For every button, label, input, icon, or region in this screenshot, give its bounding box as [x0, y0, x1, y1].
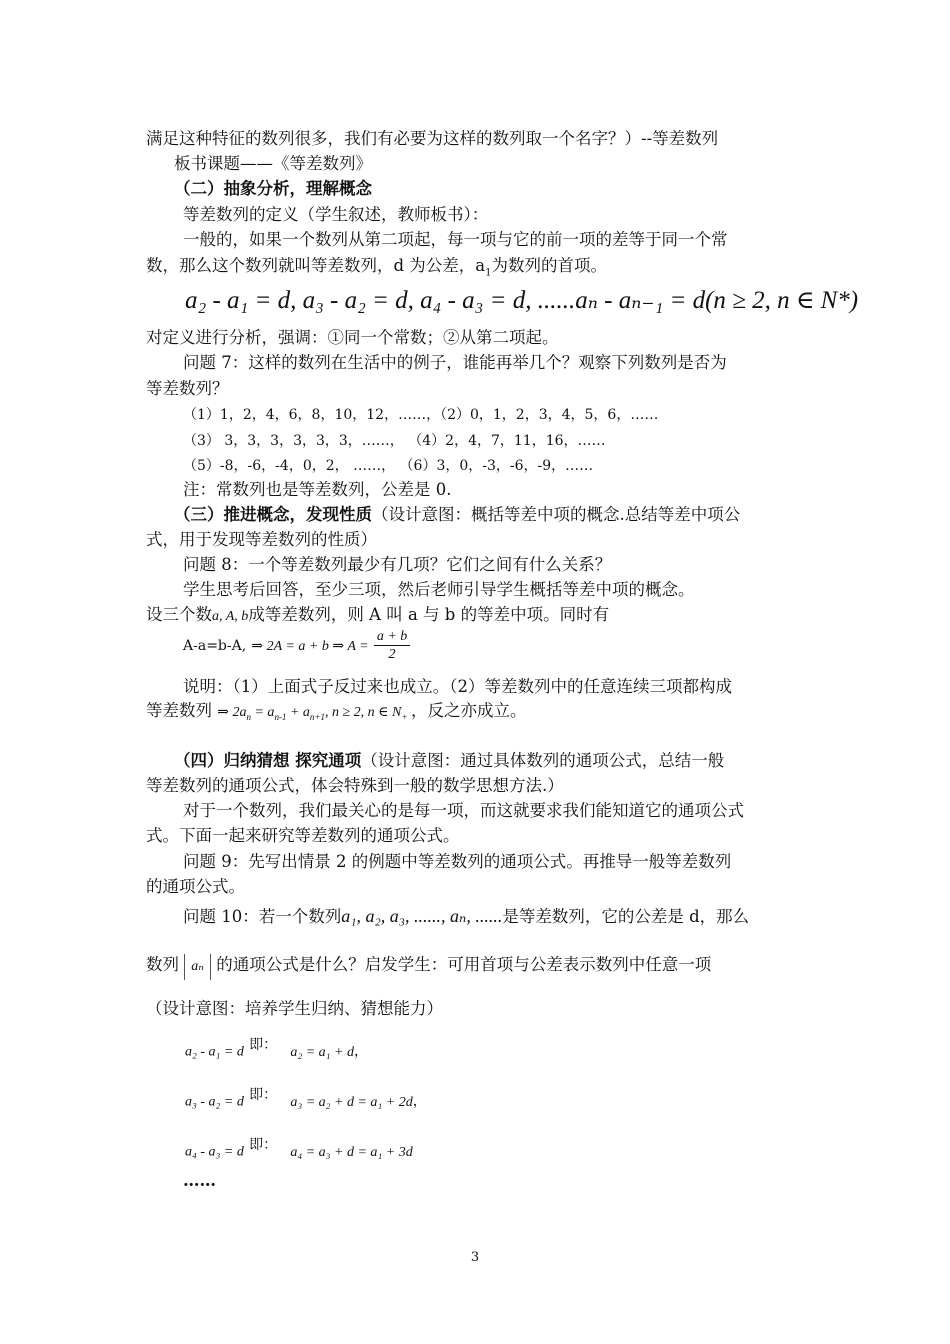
- text-line: 数列 aₙ 的通项公式是什么？启发学生：可用首项与公差表示数列中任意一项: [146, 950, 711, 980]
- text-line: 说明：（1）上面式子反过来也成立。（2）等差数列中的任意连续三项都构成: [183, 677, 732, 696]
- section-heading-4: （四）归纳猜想 探究通项（设计意图：通过具体数列的通项公式，总结一般: [174, 751, 725, 770]
- text-line: 等差数列？: [146, 379, 229, 398]
- section-heading-3: （三）推进概念，发现性质（设计意图：概括等差中项的概念.总结等差中项公: [174, 505, 741, 524]
- sequence-example-row: （1）1，2，4，6，8，10，12，……，（2）0，1，2，3，4，5，6，……: [183, 407, 659, 423]
- question-10: 问题 10：若一个数列a₁, a₂, a₃, ......, aₙ, ......是等差数列，它的公差是 d，那么: [183, 906, 750, 926]
- text-line: 满足这种特征的数列很多，我们有必要为这样的数列取一个名字？）--等差数列: [146, 129, 719, 148]
- text-line: 等差数列的定义（学生叙述，教师板书）：: [183, 205, 489, 224]
- definition-formula: a₂ - a₁ = d, a₃ - a₂ = d, a₄ - a₃ = d, ......aₙ - aₙ₋₁ = d(n ≥ 2, n ∈ N*): [185, 287, 859, 314]
- text-line: 等差数列的通项公式，体会特殊到一般的数学思想方法.）: [146, 776, 564, 795]
- question-9: 问题 9：先写出情景 2 的例题中等差数列的通项公式。再推导一般等差数列: [183, 852, 732, 871]
- text-line: （设计意图：培养学生归纳、猜想能力）: [146, 999, 443, 1018]
- text-line: 设三个数a, A, b成等差数列，则 A 叫 a 与 b 的等差中项。同时有: [146, 605, 610, 624]
- derivation-row: a₂ - a₁ = d $^{即:}$ a₂ = a₁ + d，: [185, 1037, 368, 1060]
- text-line: 式。下面一起来研究等差数列的通项公式。: [146, 826, 460, 845]
- text-line: 式，用于发现等差数列的性质）: [146, 530, 377, 549]
- text-line: 等差数列 ⇒ $2a_n = a_{n-1} + a_{n+1}$, n ≥ 2, n ∈ $N_+$ ，反之亦成立。: [146, 701, 527, 722]
- question-7: 问题 7：这样的数列在生活中的例子，谁能再举几个？观察下列数列是否为: [183, 353, 727, 372]
- section-heading-2: （二）抽象分析，理解概念: [174, 179, 372, 198]
- ellipsis: ……: [183, 1171, 216, 1190]
- sequence-example-row: （5）-8，-6，-4，0，2， ……， （6）3，0，-3，-6，-9，……: [183, 458, 594, 474]
- derivation-row: a₄ - a₃ = d $^{即:}$ a₄ = a₃ + d = a₁ + 3d: [185, 1137, 413, 1160]
- page-number: 3: [470, 1250, 480, 1265]
- text-line: 数，那么这个数列就叫等差数列，d 为公差，$a_1$为数列的首项。: [146, 256, 608, 279]
- question-8: 问题 8：一个等差数列最少有几项？它们之间有什么关系？: [183, 555, 612, 574]
- derivation-row: a₃ - a₂ = d $^{即:}$ a₃ = a₂ + d = a₁ + 2d，: [185, 1087, 427, 1110]
- sequence-example-row: （3） 3，3，3，3，3，3，……， （4）2，4，7，11，16，……: [183, 433, 606, 449]
- middle-term-formula: A-a=b-A, ⇒ 2A = a + b ⇒ A = $\frac{a + b}{2}$: [183, 626, 410, 666]
- sequence-notation: aₙ: [184, 954, 211, 980]
- text-line: 的通项公式。: [146, 877, 245, 896]
- text-line: 对定义进行分析，强调：①同一个常数；②从第二项起。: [146, 328, 559, 347]
- note-line: 注：常数列也是等差数列，公差是 0.: [183, 480, 452, 499]
- text-line: 对于一个数列，我们最关心的是每一项，而这就要求我们能知道它的通项公式: [183, 801, 744, 820]
- text-line: 一般的，如果一个数列从第二项起，每一项与它的前一项的差等于同一个常: [183, 230, 728, 249]
- text-line: 学生思考后回答，至少三项，然后老师引导学生概括等差中项的概念。: [183, 580, 695, 599]
- board-title-line: 板书课题——《等差数列》: [174, 154, 372, 173]
